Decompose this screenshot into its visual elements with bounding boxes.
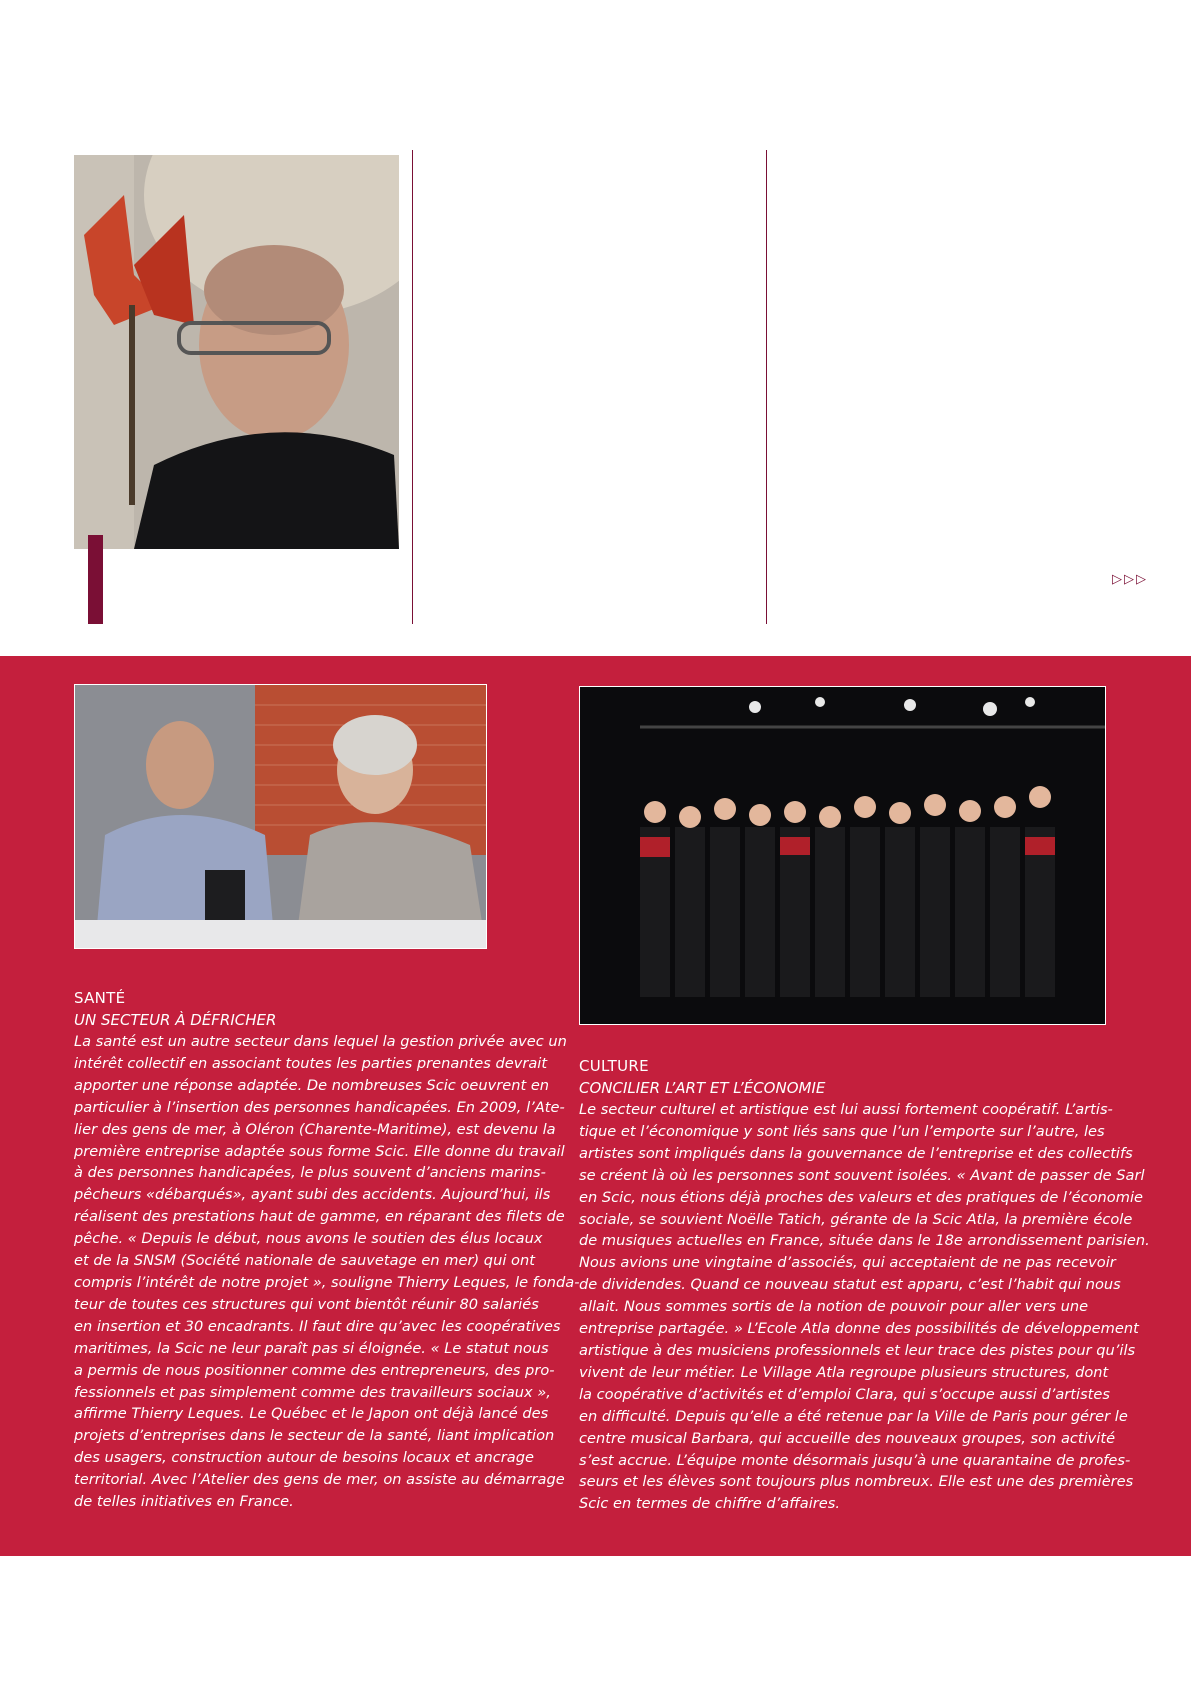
article-line: tique et l’économique y sont liés sans que l’un l’emporte sur l’autre, les: [579, 1122, 1105, 1140]
article-line: maritimes, la Scic ne leur paraît pas si éloignée. « Le statut nous: [74, 1339, 549, 1357]
article-line: première entreprise adaptée sous forme Scic. Elle donne du travail: [74, 1142, 565, 1160]
article-line: fessionnels et pas simplement comme des travailleurs sociaux »,: [74, 1383, 551, 1401]
article-line: lier des gens de mer, à Oléron (Charente-Maritime), est devenu la: [74, 1120, 556, 1138]
article-line: artistique à des musiciens professionnels et leur trace des pistes pour qu’ils: [579, 1341, 1136, 1359]
article-line: pêche. « Depuis le début, nous avons le soutien des élus locaux: [74, 1230, 543, 1248]
article-line: en Scic, nous étions déjà proches des valeurs et des pratiques de l’économie: [579, 1188, 1143, 1206]
article-line: centre musical Barbara, qui accueille des nouveaux groupes, son activité: [579, 1429, 1116, 1447]
article-body: [74, 1031, 580, 1513]
article-line: de musiques actuelles en France, située dans le 18e arrondissement parisien.: [579, 1232, 1150, 1250]
article-line: affirme Thierry Leques. Le Québec et le Japon ont déjà lancé des: [74, 1405, 549, 1423]
article-line: Nous avions une vingtaine d’associés, qui acceptaient de ne pas recevoir: [579, 1254, 1116, 1272]
portrait-photo: [74, 155, 399, 549]
choir-illustration: [580, 687, 1105, 1024]
article-line: seurs et les élèves sont toujours plus nombreux. Elle est une des premières: [579, 1473, 1134, 1491]
article-line: se créent là où les personnes sont souvent isolées. « Avant de passer de Sarl: [579, 1166, 1145, 1184]
culture-article: [579, 1055, 1150, 1515]
article-line: entreprise partagée. » L’Ecole Atla donne des possibilités de développement: [579, 1320, 1139, 1338]
article-line: en insertion et 30 encadrants. Il faut dire qu’avec les coopératives: [74, 1317, 561, 1335]
article-line: en difficulté. Depuis qu’elle a été retenue par la Ville de Paris pour gérer le: [579, 1407, 1128, 1425]
article-line: a permis de nous positionner comme des entrepreneurs, des pro-: [74, 1361, 555, 1379]
article-line: compris l’intérêt de notre projet », souligne Thierry Leques, le fonda-: [74, 1273, 580, 1291]
section-kicker: CULTURE: [579, 1057, 649, 1075]
section-subhead: CONCILIER L’ART ET L’ÉCONOMIE: [579, 1079, 826, 1097]
article-line: particulier à l’insertion des personnes handicapées. En 2009, l’Ate-: [74, 1098, 565, 1116]
restaurant-illustration: [75, 685, 486, 948]
article-line: projets d’entreprises dans le secteur de la santé, liant implication: [74, 1427, 555, 1445]
choir-photo: [579, 686, 1106, 1025]
column-divider: [412, 150, 413, 624]
article-line: teur de toutes ces structures qui vont bientôt réunir 80 salariés: [74, 1295, 539, 1313]
article-line: réalisent des prestations haut de gamme, en réparant des filets de: [74, 1208, 565, 1226]
article-line: apporter une réponse adaptée. De nombreuses Scic oeuvrent en: [74, 1076, 550, 1094]
accent-bar: [88, 535, 103, 624]
article-line: territorial. Avec l’Atelier des gens de mer, on assiste au démarrage: [74, 1471, 565, 1489]
section-kicker: SANTÉ: [74, 989, 126, 1007]
article-line: artistes sont impliqués dans la gouvernance de l’entreprise et des collectifs: [579, 1144, 1133, 1162]
column-divider: [766, 150, 767, 624]
portrait-illustration: [74, 155, 399, 549]
article-line: Le secteur culturel et artistique est lui aussi fortement coopératif. L’artis-: [579, 1101, 1113, 1118]
article-line: la coopérative d’activités et d’emploi Clara, qui s’occupe aussi d’artistes: [579, 1385, 1110, 1403]
article-line: Scic en termes de chiffre d’affaires.: [579, 1495, 840, 1513]
article-line: à des personnes handicapées, le plus souvent d’anciens marins-: [74, 1164, 546, 1182]
sante-article: [74, 987, 580, 1513]
continue-arrows-icon: ▷▷▷: [1112, 572, 1148, 587]
article-line: de telles initiatives en France.: [74, 1493, 294, 1511]
article-line: allait. Nous sommes sortis de la notion de pouvoir pour aller vers une: [579, 1298, 1089, 1316]
restaurant-photo: [74, 684, 487, 949]
article-line: et de la SNSM (Société nationale de sauvetage en mer) qui ont: [74, 1252, 535, 1270]
article-line: pêcheurs «débarqués», ayant subi des accidents. Aujourd’hui, ils: [74, 1186, 551, 1204]
article-body: [579, 1099, 1150, 1515]
section-subhead: UN SECTEUR À DÉFRICHER: [74, 1011, 277, 1029]
article-line: vivent de leur métier. Le Village Atla regroupe plusieurs structures, dont: [579, 1363, 1109, 1381]
article-line: sociale, se souvient Noëlle Tatich, gérante de la Scic Atla, la première école: [579, 1210, 1133, 1228]
article-line: de dividendes. Quand ce nouveau statut est apparu, c’est l’habit qui nous: [579, 1276, 1121, 1294]
article-line: intérêt collectif en associant toutes les parties prenantes devrait: [74, 1054, 548, 1072]
article-line: La santé est un autre secteur dans lequel la gestion privée avec un: [74, 1033, 567, 1050]
article-line: s’est accrue. L’équipe monte désormais jusqu’à une quarantaine de profes-: [579, 1451, 1131, 1469]
article-line: des usagers, construction autour de besoins locaux et ancrage: [74, 1449, 534, 1467]
